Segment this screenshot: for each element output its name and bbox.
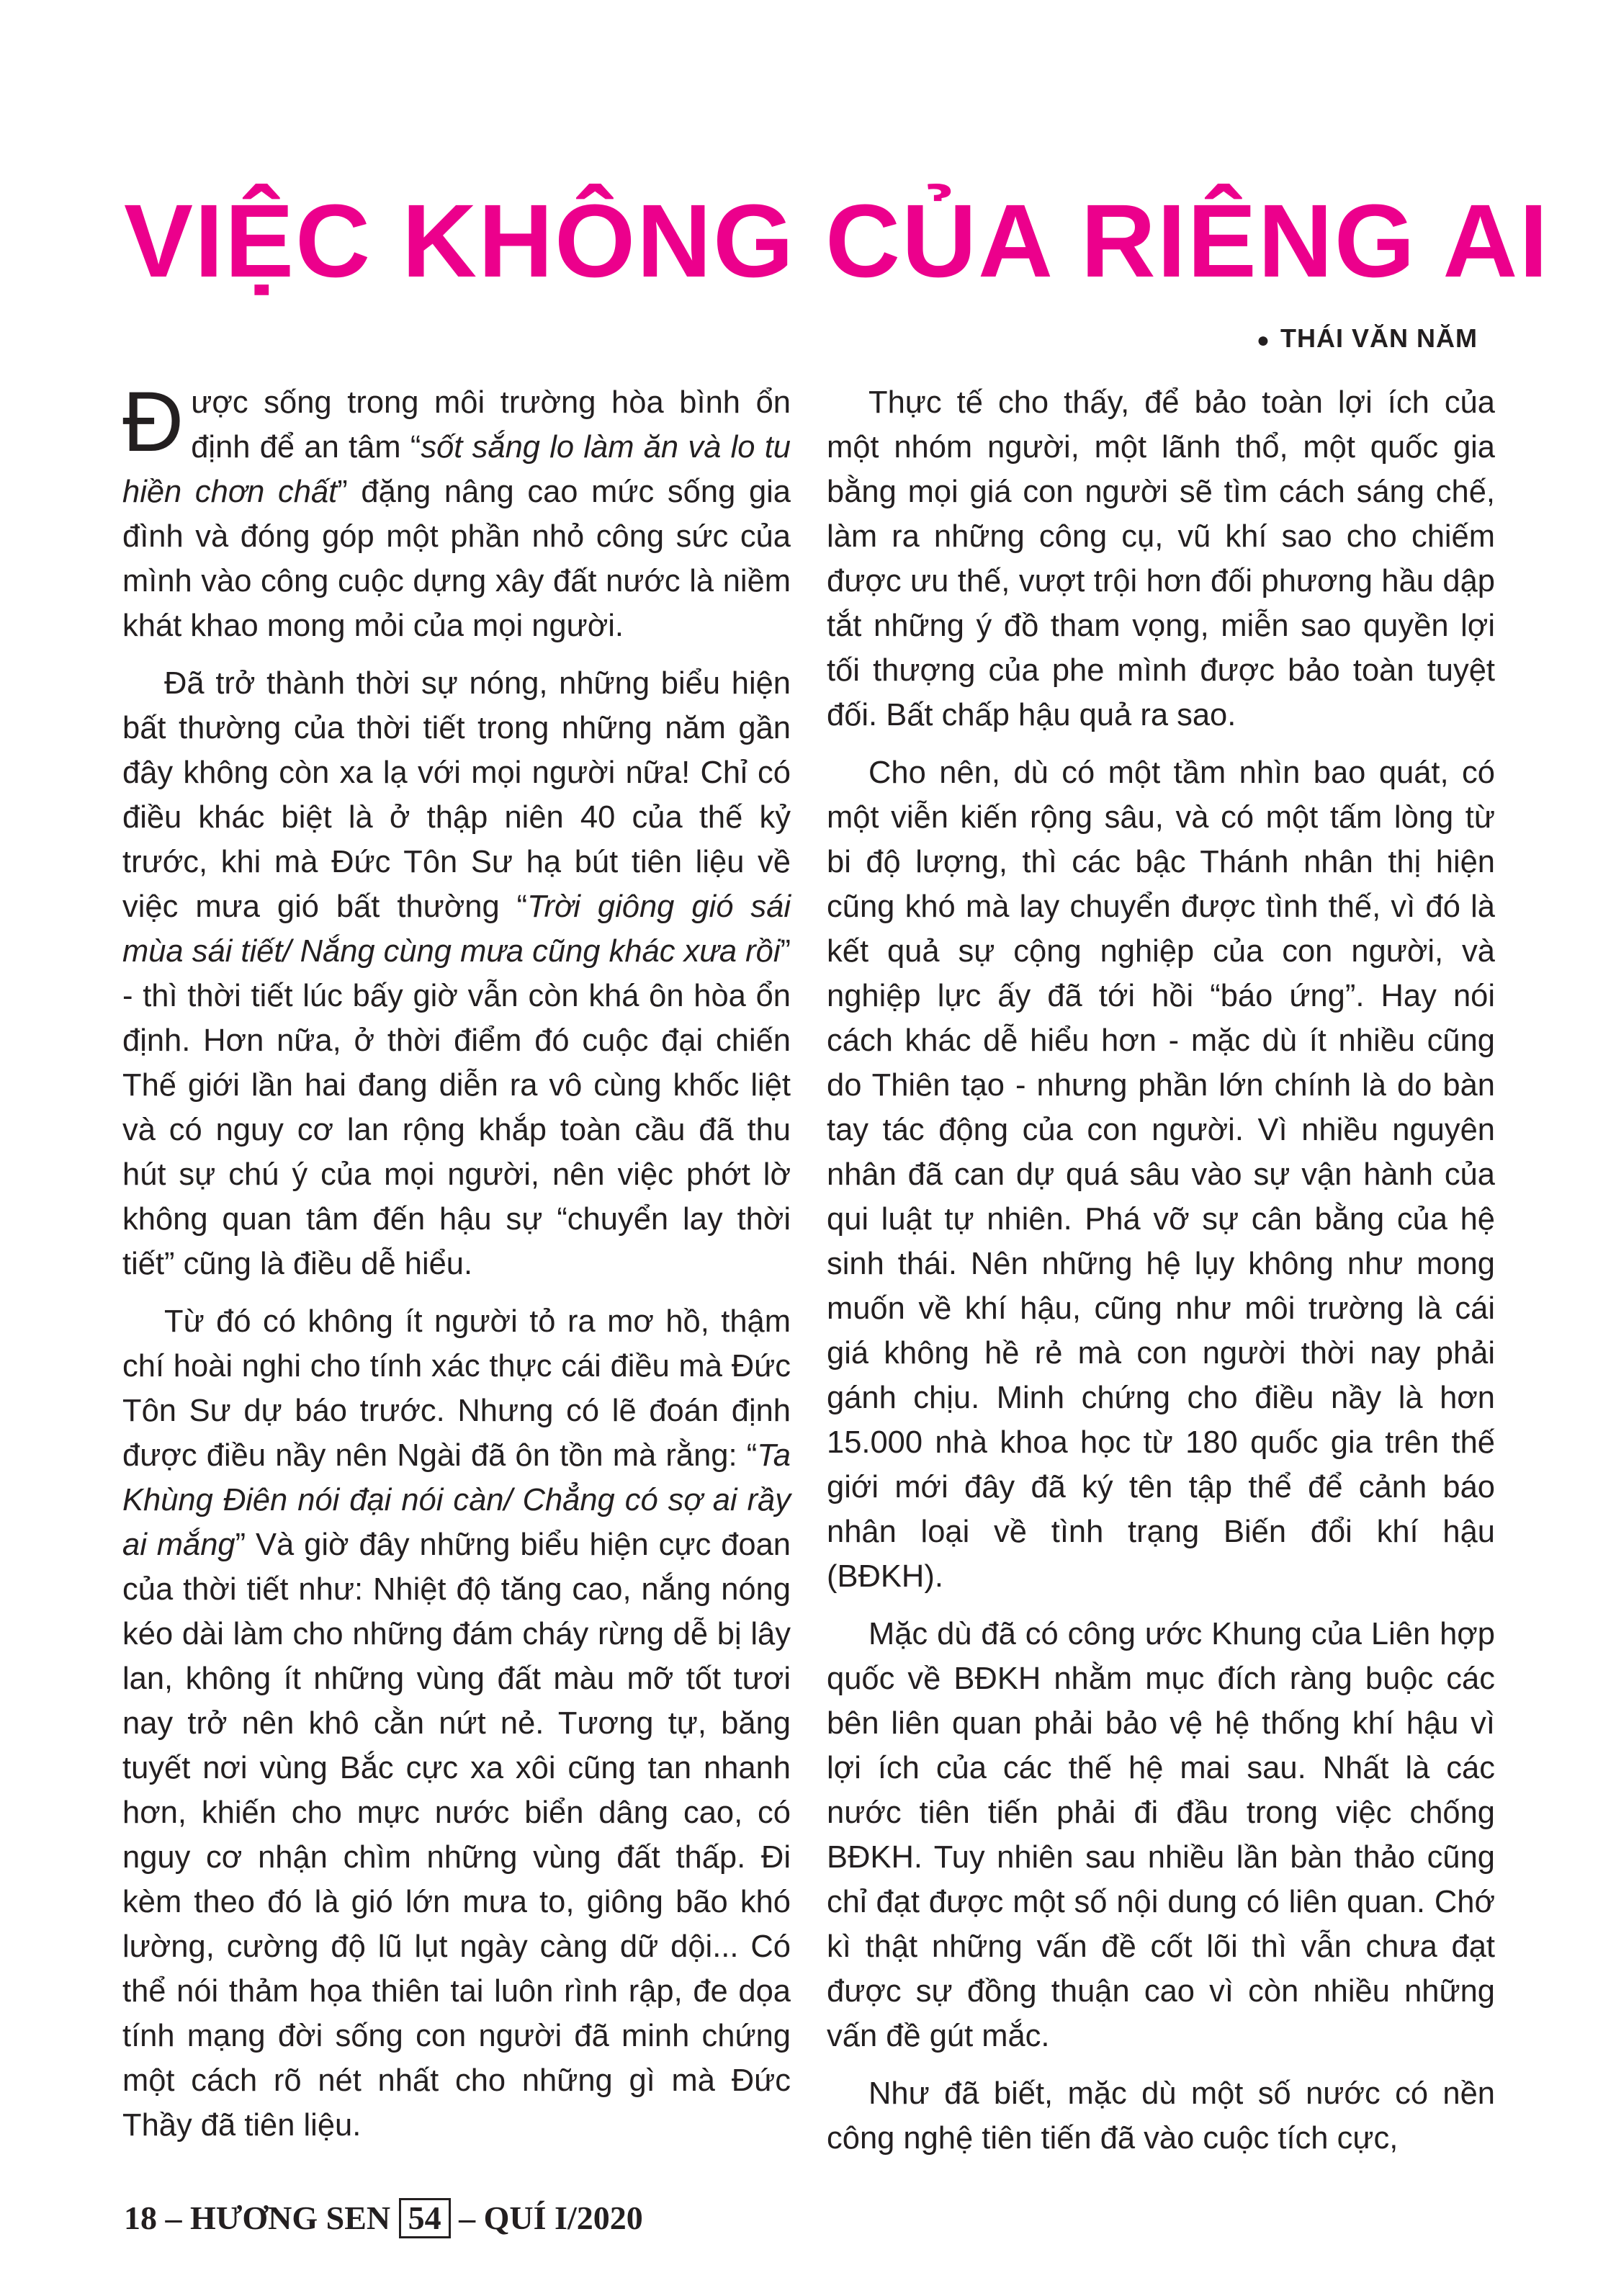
text-run: ” đặng nâng cao mức sống gia đình và đóng góp một phần nhỏ công sức của mình vào công cuộc dựng xây đất nước là niềm khát khao mong mỏi của mọi người. — [122, 475, 791, 643]
article-title: VIỆC KHÔNG CỦA RIÊNG AI — [124, 183, 1550, 299]
page-number: 18 — [124, 2199, 157, 2236]
author-name: THÁI VĂN NĂM — [1280, 323, 1478, 353]
right-column — [827, 380, 1495, 2174]
issue-number: 54 — [399, 2198, 451, 2238]
text-run: Từ đó có không ít người tỏ ra mơ hồ, thậm chí hoài nghi cho tính xác thực cái điều mà Đức Tôn Sư dự báo trước. Nhưng có lẽ đoán định được điều nầy nên Ngài đã ôn tồn mà rằng: “ — [122, 1304, 791, 1473]
text-run: ” - thì thời tiết lúc bấy giờ vẫn còn khá ôn hòa ổn định. Hơn nữa, ở thời điểm đó cuộc đại chiến Thế giới lần hai đang diễn ra vô cùng khốc liệt và có nguy cơ lan rộng khắp toàn cầu đã thu hút sự chú ý của mọi người, nên việc phớt lờ không quan tâm đến hậu sự “chuyển lay thời tiết” cũng là điều dễ hiểu. — [122, 934, 791, 1281]
publication-name: HƯƠNG SEN — [190, 2199, 391, 2236]
paragraph — [122, 1299, 791, 2148]
paragraph — [122, 661, 791, 1286]
italic-quote: Trời giông gió sái mùa sái tiết/ Nắng cùng mưa cũng khác xưa rồi — [122, 889, 791, 969]
text-run: ược sống trong môi trường hòa bình ổn định để an tâm “ — [191, 385, 791, 465]
text-run: ” Và giờ đây những biểu hiện cực đoan của thời tiết như: Nhiệt độ tăng cao, nắng nóng kéo dài làm cho những đám cháy rừng dễ bị lây lan, không ít những vùng đất màu mỡ tốt tươi nay trở nên khô cằn nứt nẻ. Tương tự, băng tuyết nơi vùng Bắc cực xa xôi cũng tan nhanh hơn, khiến cho mực nước biển dâng cao, có nguy cơ nhận chìm những vùng đất thấp. Đi kèm theo đó là gió lớn mưa to, giông bão khó lường, cường độ lũ lụt ngày càng dữ dội... Có thể nói thảm họa thiên tai luôn rình rập, đe dọa tính mạng đời sống con người đã minh chứng một cách rõ nét nhất cho những gì mà Đức Thầy đã tiên liệu. — [122, 1528, 791, 2143]
text-run: Đã trở thành thời sự nóng, những biểu hiện bất thường của thời tiết trong những năm gần đây không còn xa lạ với mọi người nữa! Chỉ có điều khác biệt là ở thập niên 40 của thế kỷ trước, khi mà Đức Tôn Sư hạ bút tiên liệu về việc mưa gió bất thường “ — [122, 666, 791, 924]
paragraph: Cho nên, dù có một tầm nhìn bao quát, có một viễn kiến rộng sâu, và có một tấm lòng từ bi độ lượng, thì các bậc Thánh nhân thị hiện cũng khó mà lay chuyển được tình thế, vì đó là kết quả sự cộng nghiệp của con người, và nghiệp lực ấy đã tới hồi “báo ứng”. Hay nói cách khác dễ hiểu hơn - mặc dù ít nhiều cũng do Thiên tạo - nhưng phần lớn chính là do bàn tay tác động của con người. Vì nhiều nguyên nhân đã can dự quá sâu vào sự vận hành của qui luật tự nhiên. Phá vỡ sự cân bằng của hệ sinh thái. Nên những hệ lụy không như mong muốn về khí hậu, cũng như môi trường là cái giá không hề rẻ mà con người thời nay phải gánh chịu. Minh chứng cho điều nầy là hơn 15.000 nhà khoa học từ 180 quốc gia trên thế giới mới đây đã ký tên tập thể để cảnh báo nhân loại về tình trạng Biến đổi khí hậu (BĐKH). — [827, 755, 1495, 1594]
issue-period: QUÍ I/2020 — [483, 2199, 643, 2236]
bullet-icon: ● — [1256, 328, 1271, 352]
separator: – — [165, 2199, 182, 2236]
paragraph: Như đã biết, mặc dù một số nước có nền công nghệ tiên tiến đã vào cuộc tích cực, — [827, 2076, 1495, 2156]
paragraph — [122, 375, 791, 648]
italic-quote: Ta Khùng Điên nói đại nói càn/ Chẳng có sợ ai rầy ai mắng — [122, 1438, 791, 1562]
paragraph: Thực tế cho thấy, để bảo toàn lợi ích của một nhóm người, một lãnh thổ, một quốc gia bằng mọi giá con người sẽ tìm cách sáng chế, làm ra những công cụ, vũ khí sao cho chiếm được ưu thế, vượt trội hơn đối phương hầu dập tắt những ý đồ tham vọng, miễn sao quyền lợi tối thượng của phe mình được bảo toàn tuyệt đối. Bất chấp hậu quả ra sao. — [827, 385, 1495, 732]
paragraph: Mặc dù đã có công ước Khung của Liên hợp quốc về BĐKH nhằm mục đích ràng buộc các bên liên quan phải bảo vệ hệ thống khí hậu vì lợi ích của các thế hệ mai sau. Nhất là các nước tiên tiến phải đi đầu trong việc chống BĐKH. Tuy nhiên sau nhiều lần bàn thảo cũng chỉ đạt được một số nội dung có liên quan. Chớ kì thật những vấn đề cốt lõi thì vẫn chưa đạt được sự đồng thuận cao vì còn nhiều những vấn đề gút mắc. — [827, 1617, 1495, 2053]
author-line — [1257, 323, 1478, 356]
page-footer — [124, 2198, 643, 2238]
drop-cap: Đ — [122, 375, 184, 470]
italic-quote: sốt sắng lo làm ăn và lo tu hiền chơn chất — [122, 430, 791, 509]
left-column — [122, 375, 791, 2161]
separator: – — [459, 2199, 476, 2236]
